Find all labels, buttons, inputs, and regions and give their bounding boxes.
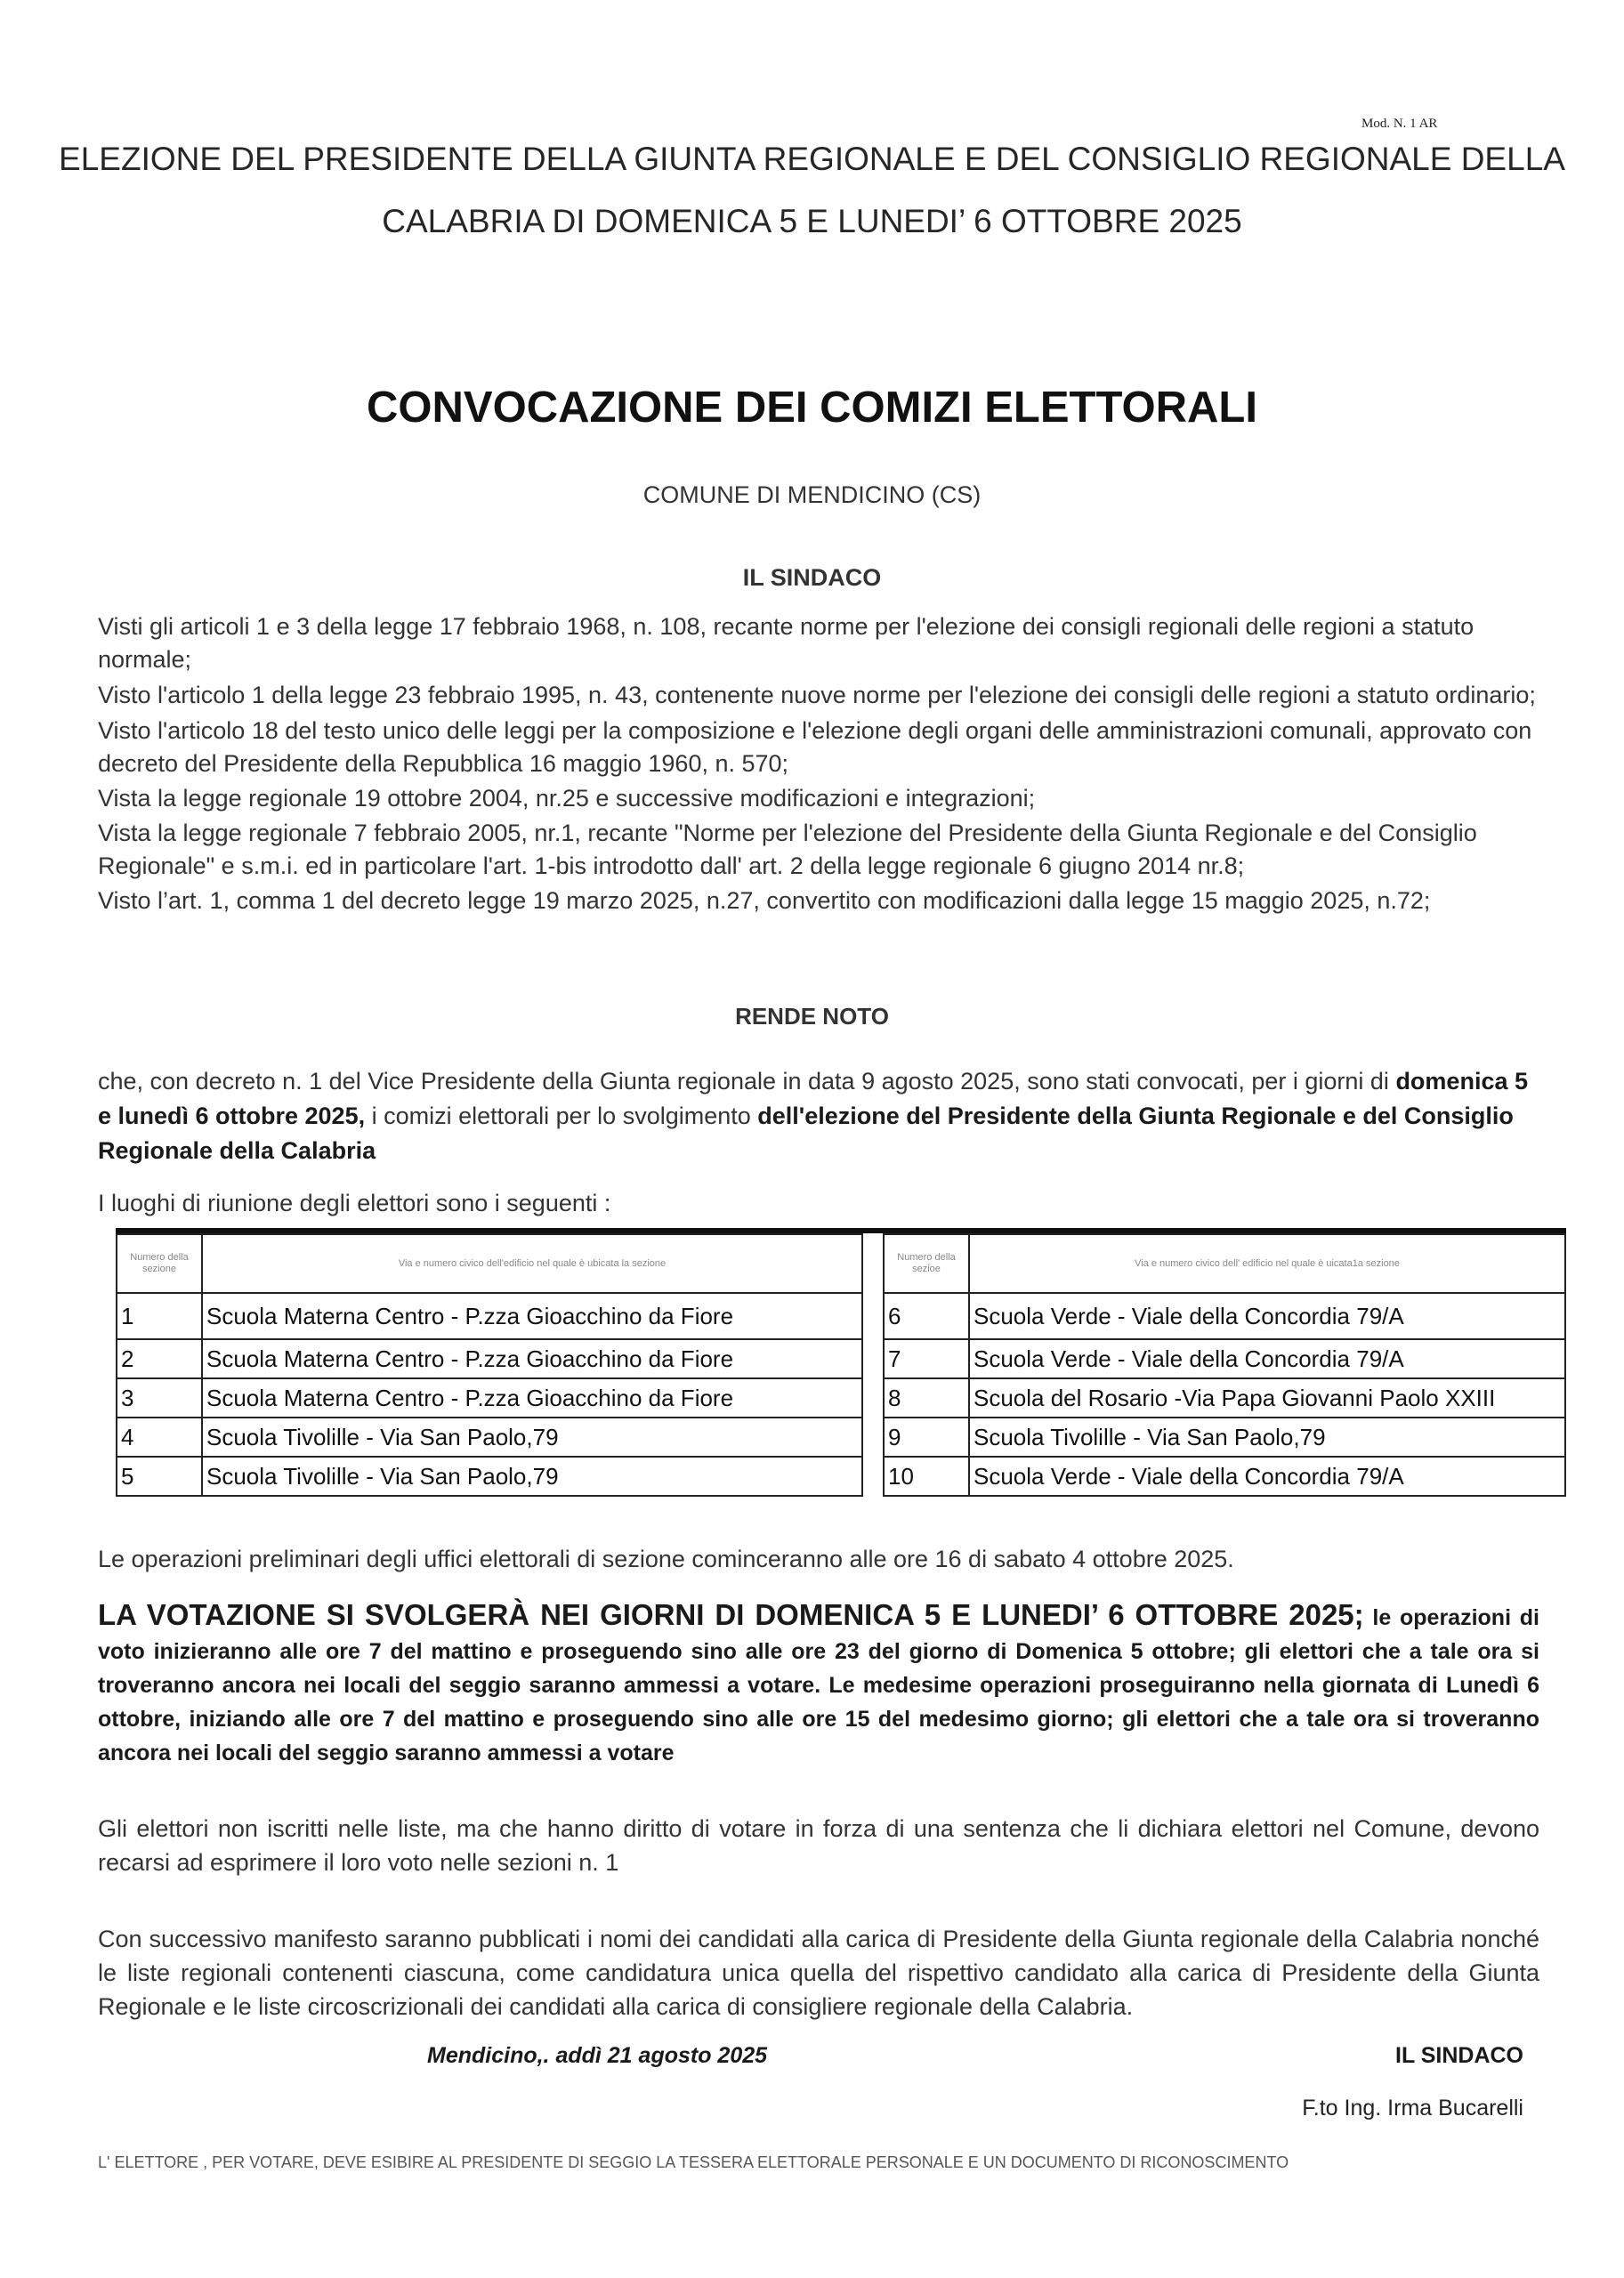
section-place: Scuola Verde - Viale della Concordia 79/A — [969, 1457, 1565, 1496]
signature-name: F.to Ing. Irma Bucarelli — [1302, 2096, 1523, 2120]
votazione-heading: LA VOTAZIONE SI SVOLGERÀ NEI GIORNI DI DOMENICA 5 E LUNEDI’ 6 OTTOBRE 2025; — [98, 1598, 1364, 1631]
premise-1: Visti gli articoli 1 e 3 della legge 17 febbraio 1968, n. 108, recante norme per l'elezione dei consigli regionali delle regioni a statuto normale; — [98, 613, 1475, 673]
place-date: Mendicino,. addì 21 agosto 2025 — [427, 2043, 768, 2068]
rende-noto-heading: RENDE NOTO — [735, 1003, 889, 1030]
section-place: Scuola Verde - Viale della Concordia 79/A — [969, 1339, 1565, 1378]
section-place: Scuola Materna Centro - P.zza Gioacchino da Fiore — [202, 1378, 862, 1418]
premises-block — [98, 610, 1539, 917]
table-header-row — [117, 1234, 862, 1293]
decree-text-1: che, con decreto n. 1 del Vice Presidente della Giunta regionale in data 9 agosto 2025, sono stati convocati, per i giorni di — [98, 1068, 1396, 1095]
section-place: Scuola del Rosario -Via Papa Giovanni Paolo XXIII — [969, 1378, 1565, 1418]
table-row — [884, 1378, 1565, 1418]
page-title: CONVOCAZIONE DEI COMIZI ELETTORALI — [367, 384, 1257, 432]
decree-paragraph — [98, 1064, 1539, 1168]
premise-3: Visto l'articolo 18 del testo unico delle leggi per la composizione e l'elezione degli organi delle amministrazioni comunali, approvato con decreto del Presidente della Repubblica 16 maggio 1960, n. 570; — [98, 717, 1532, 777]
section-number: 2 — [117, 1339, 202, 1378]
section-number: 3 — [117, 1378, 202, 1418]
signature-title: IL SINDACO — [1395, 2043, 1523, 2068]
section-place: Scuola Tivolille - Via San Paolo,79 — [202, 1457, 862, 1496]
table-row — [117, 1418, 862, 1457]
table-row — [884, 1457, 1565, 1496]
table-row — [884, 1339, 1565, 1378]
non-iscritti-paragraph: Gli elettori non iscritti nelle liste, ma che hanno diritto di votare in forza di una sentenza che li dichiara elettori nel Comune, devono recarsi ad esprimere il loro voto nelle sezioni n. 1 — [98, 1815, 1539, 1876]
section-place: Scuola Verde - Viale della Concordia 79/A — [969, 1293, 1565, 1339]
decree-dates: domenica 5 e lunedì 6 ottobre 2025, — [98, 1068, 1528, 1129]
header-section-number: Numero della sezione — [117, 1234, 202, 1293]
decree-election: dell'elezione del Presidente della Giunta Regionale e del Consiglio Regionale della Calabria — [98, 1103, 1514, 1164]
table-row — [117, 1457, 862, 1496]
premise-6: Visto l’art. 1, comma 1 del decreto legge 19 marzo 2025, n.27, convertito con modificazioni dalla legge 15 maggio 2025, n.72; — [98, 887, 1431, 914]
table-row — [884, 1418, 1565, 1457]
section-number: 6 — [884, 1293, 969, 1339]
section-number: 7 — [884, 1339, 969, 1378]
successivo-paragraph: Con successivo manifesto saranno pubblicati i nomi dei candidati alla carica di Presidente della Giunta regionale della Calabria nonché le liste regionali contenenti ciascuna, come candidatura unica quella del rispettivo candidato alla carica di Presidente della Giunta Regionale e le liste circoscrizionali dei candidati alla carica di consigliere regionale della Calabria. — [98, 1926, 1539, 2020]
table-row — [117, 1293, 862, 1339]
header-address: Via e numero civico dell'edificio nel quale è ubicata la sezione — [202, 1234, 862, 1293]
footer-notice: L' ELETTORE , PER VOTARE, DEVE ESIBIRE AL PRESIDENTE DI SEGGIO LA TESSERA ELETTORALE PERSONALE E UN DOCUMENTO DI RICONOSCIMENTO — [98, 2153, 1289, 2171]
section-number: 10 — [884, 1457, 969, 1496]
sindaco-heading: IL SINDACO — [742, 564, 882, 591]
section-number: 1 — [117, 1293, 202, 1339]
operazioni-preliminari: Le operazioni preliminari degli uffici elettorali di sezione cominceranno alle ore 16 di sabato 4 ottobre 2025. — [98, 1546, 1234, 1572]
header-address: Via e numero civico dell' edificio nel quale è uicata1a sezione — [969, 1234, 1565, 1293]
premise-5: Vista la legge regionale 7 febbraio 2005, nr.1, recante "Norme per l'elezione del Presidente della Giunta Regionale e del Consiglio Regionale" e s.m.i. ed in particolare l'art. 1-bis introdotto dall' art. 2 della legge regionale 6 giugno 2014 nr.8; — [98, 820, 1477, 879]
luoghi-intro: I luoghi di riunione degli elettori sono i seguenti : — [98, 1190, 611, 1216]
table-row — [117, 1378, 862, 1418]
section-place: Scuola Materna Centro - P.zza Gioacchino da Fiore — [202, 1293, 862, 1339]
section-number: 4 — [117, 1418, 202, 1457]
sections-table-left — [116, 1233, 863, 1497]
section-place: Scuola Tivolille - Via San Paolo,79 — [202, 1418, 862, 1457]
section-number: 9 — [884, 1418, 969, 1457]
table-header-row — [884, 1234, 1565, 1293]
section-place: Scuola Materna Centro - P.zza Gioacchino da Fiore — [202, 1339, 862, 1378]
decree-text-2: i comizi elettorali per lo svolgimento — [365, 1103, 758, 1129]
header-line-2: CALABRIA DI DOMENICA 5 E LUNEDI’ 6 OTTOBRE 2025 — [382, 203, 1242, 239]
section-number: 8 — [884, 1378, 969, 1418]
votazione-body: le operazioni di voto inizieranno alle ore 7 del mattino e proseguendo sino alle ore 23 del giorno di Domenica 5 ottobre; gli elettori che a tale ora si troveranno ancora nei locali del seggio saranno ammessi a votare. Le medesime operazioni proseguiranno nella giornata di Lunedì 6 ottobre, iniziando alle ore 7 del mattino e proseguendo sino alle ore 15 del medesimo giorno; gli elettori che a tale ora si troveranno ancora nei locali del seggio saranno ammessi a votare — [98, 1605, 1539, 1765]
premise-2: Visto l'articolo 1 della legge 23 febbraio 1995, n. 43, contenente nuove norme per l'elezione dei consigli delle regioni a statuto ordinario; — [98, 682, 1536, 708]
votazione-paragraph — [98, 1598, 1539, 1770]
sections-table-right — [883, 1233, 1566, 1497]
header-section-number: Numero della sezioe — [884, 1234, 969, 1293]
section-number: 5 — [117, 1457, 202, 1496]
section-place: Scuola Tivolille - Via San Paolo,79 — [969, 1418, 1565, 1457]
table-row — [884, 1293, 1565, 1339]
model-reference: Mod. N. 1 AR — [1361, 117, 1438, 131]
table-row — [117, 1339, 862, 1378]
premise-4: Vista la legge regionale 19 ottobre 2004, nr.25 e successive modificazioni e integrazioni; — [98, 785, 1036, 812]
header-line-1: ELEZIONE DEL PRESIDENTE DELLA GIUNTA REGIONALE E DEL CONSIGLIO REGIONALE DELLA — [59, 141, 1565, 177]
comune-name: COMUNE DI MENDICINO (CS) — [642, 481, 982, 508]
